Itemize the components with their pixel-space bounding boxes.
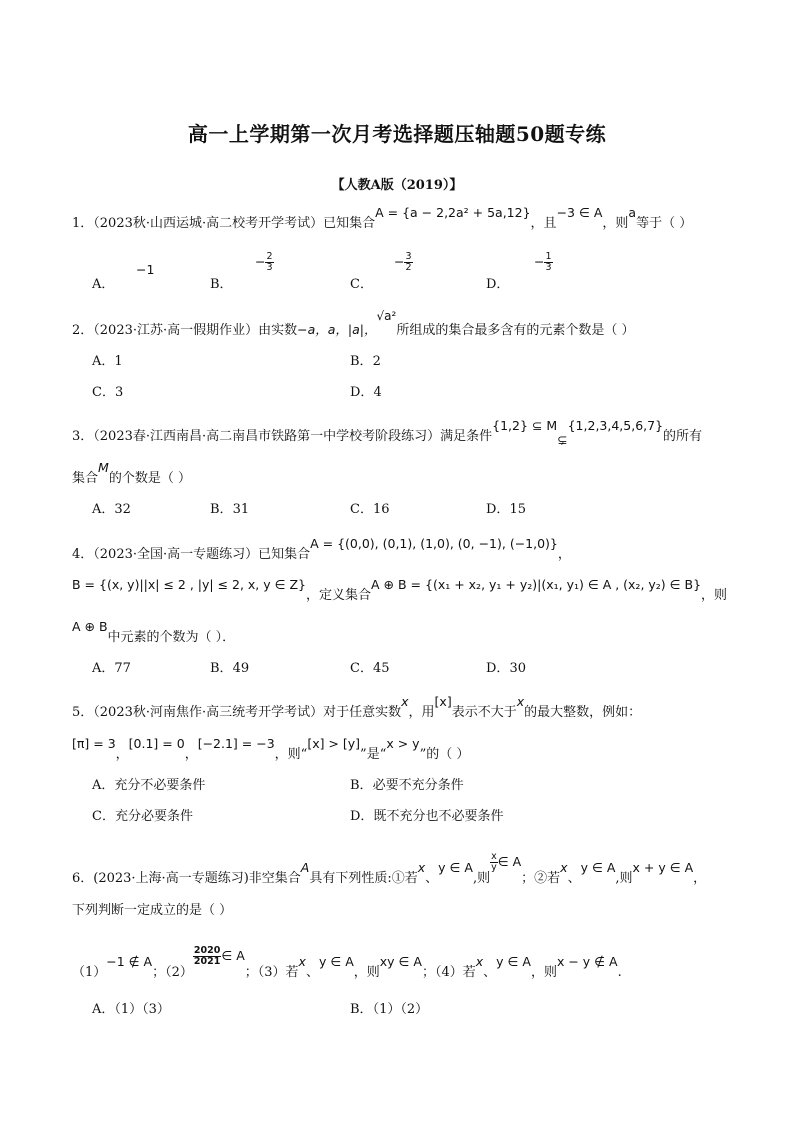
- q6-s3-then: ，则: [353, 965, 380, 980]
- q4-option-a-letter: A．: [92, 661, 115, 676]
- q4-option-a-value: 77: [114, 661, 131, 676]
- q5-cond-1: [x] > [y]: [307, 736, 361, 751]
- q1-suffix: 等于（ ）: [636, 216, 693, 231]
- q1-option-c-num: 3: [405, 251, 412, 262]
- q1-option-d-fraction: [544, 252, 552, 273]
- question-6-statements: [72, 945, 622, 983]
- q4-option-c[interactable]: [350, 657, 390, 676]
- q6-s4-comma: 、: [483, 965, 497, 980]
- q5-var-x: x: [401, 694, 409, 709]
- q6-s4-then: ，则: [530, 965, 557, 980]
- q2-option-a-letter: A．: [92, 354, 115, 369]
- q3-option-c-letter: C．: [350, 502, 373, 517]
- q5-option-c-value: 充分必要条件: [114, 809, 193, 824]
- q2-option-d[interactable]: [350, 381, 382, 400]
- q6-statement-2: [193, 945, 245, 967]
- q1-option-c-sign: −: [394, 254, 405, 269]
- q2-terms: −a，a，|a|，: [297, 322, 377, 337]
- q3-option-b-letter: B．: [210, 502, 233, 517]
- q5-option-d-letter: D．: [350, 809, 374, 824]
- question-4-stem-line3: [72, 619, 236, 647]
- q6-s3-x: x: [298, 954, 306, 969]
- question-5-stem: [72, 694, 642, 722]
- q6-comma2: 、: [567, 871, 581, 886]
- question-1-stem: [72, 205, 693, 233]
- q2-prefix: 2．（2023·江苏·高一假期作业）由实数: [72, 323, 298, 338]
- q6-property-2-label: ②若: [534, 871, 561, 886]
- q4-option-d-value: 30: [509, 661, 526, 676]
- q3-line2-prefix: 集合: [72, 471, 99, 486]
- q1-option-a-value: −1: [136, 262, 155, 277]
- q5-cond-2: x > y: [386, 736, 420, 751]
- q4-then: ，则: [701, 588, 728, 603]
- q3-option-d[interactable]: [486, 498, 526, 517]
- q3-option-c-value: 16: [372, 502, 390, 517]
- q1-option-c-value: [394, 252, 413, 273]
- q6-end: ，: [693, 871, 707, 886]
- q5-suffix: 的最大整数，例如：: [524, 705, 642, 720]
- q6-option-a-value: （1）（3）: [114, 1002, 170, 1017]
- q4-option-d-letter: D．: [486, 661, 510, 676]
- q6-statement-4: x − y ∉ A: [556, 954, 618, 969]
- q2-option-b[interactable]: [350, 350, 381, 369]
- q5-mid: 表示不大于: [451, 705, 517, 720]
- q1-option-b-letter[interactable]: B．: [210, 277, 233, 292]
- q6-sum: x + y ∈ A: [632, 860, 694, 875]
- q5-then: ，则“: [274, 747, 308, 762]
- q5-bracket: [x]: [434, 694, 452, 709]
- q1-option-b-num: 2: [266, 251, 273, 262]
- q6-frac-den: y: [491, 862, 497, 873]
- q1-option-b-sign: −: [255, 254, 266, 269]
- q6-frac-num: x: [491, 851, 497, 862]
- q1-option-b-fraction: [265, 252, 273, 273]
- q1-prefix: 1．（2023秋·山西运城·高二校考开学考试）已知集合: [72, 216, 376, 231]
- question-4-stem-line2: [72, 577, 728, 605]
- q1-mid: ，且: [530, 216, 557, 231]
- q1-cond: −3 ∈ A: [556, 205, 603, 220]
- q5-is: ”是“: [360, 747, 387, 762]
- q4-option-a[interactable]: [92, 657, 131, 676]
- q6-frac-tail: ∈ A: [497, 854, 522, 869]
- q4-option-c-letter: C．: [350, 661, 373, 676]
- q6-statement-3: xy ∈ A: [379, 954, 422, 969]
- q5-prefix: 5．（2023秋·河南焦作·高三统考开学考试）对于任意实数: [72, 705, 402, 720]
- q6-x: x: [417, 860, 426, 875]
- q6-s2-den: 2021: [193, 956, 221, 967]
- q1-option-d-den: 3: [545, 262, 552, 273]
- q4-option-c-value: 45: [372, 661, 390, 676]
- q3-prefix: 3．（2023春·江西南昌·高二南昌市铁路第一中学校考阶段练习）满足条件: [72, 429, 493, 444]
- q6-x2: x: [560, 860, 568, 875]
- q6-s3-comma: 、: [305, 965, 319, 980]
- q6-then2: ,则: [615, 871, 633, 886]
- q5-option-a-letter: A．: [92, 778, 115, 793]
- q6-s4-x: x: [475, 954, 484, 969]
- q2-option-c[interactable]: [92, 381, 123, 400]
- q4-set-b: B = {(x, y)||x| ≤ 2 , |y| ≤ 2, x, y ∈ Z}: [72, 577, 307, 592]
- q3-option-d-value: 15: [509, 502, 526, 517]
- q6-s-sep3: ；（4）若: [421, 965, 476, 980]
- q4-option-b[interactable]: [210, 657, 249, 676]
- q5-example-3: [−2.1] = −3: [197, 736, 275, 751]
- q4-option-b-letter: B．: [210, 661, 233, 676]
- q1-option-b-den: 3: [266, 262, 273, 273]
- q3-subset-symbol: ⊊: [557, 432, 568, 447]
- q3-var: M: [98, 460, 109, 475]
- q1-mid2: ，则: [602, 216, 629, 231]
- q1-option-d-sign: −: [534, 254, 545, 269]
- q6-s2-num: 2020: [193, 945, 221, 956]
- q6-s-sep2: ；（3）若: [244, 965, 299, 980]
- q2-option-a[interactable]: [92, 350, 123, 369]
- q6-s1-label: （1）: [72, 965, 107, 980]
- q6-option-a[interactable]: [92, 998, 170, 1017]
- page-title: 高一上学期第一次月考选择题压轴题50题专练: [187, 122, 607, 146]
- q6-option-b[interactable]: [350, 998, 428, 1017]
- q5-example-1: [π] = 3: [72, 736, 116, 751]
- question-3-stem: [72, 418, 703, 447]
- q6-s2-tail: ∈ A: [221, 948, 245, 963]
- q6-then: ,则: [472, 871, 491, 886]
- q5-option-b-value: 必要不充分条件: [372, 778, 464, 793]
- q5-example-2: [0.1] = 0: [128, 736, 185, 751]
- q1-option-c-den: 2: [405, 262, 412, 273]
- q6-var-a: A: [300, 860, 310, 875]
- q5-option-c-letter: C．: [92, 809, 115, 824]
- q3-option-b-value: 31: [232, 502, 250, 517]
- q3-option-a-letter: A．: [92, 502, 115, 517]
- q2-option-b-letter: B．: [350, 354, 373, 369]
- q4-line3-formula: A ⊕ B: [72, 619, 108, 634]
- q3-option-a[interactable]: [92, 498, 131, 517]
- question-6-stem-line2: 下列判断一定成立的是（ ）: [72, 903, 233, 918]
- q4-line3-suffix: 中元素的个数为（ ）．: [107, 630, 236, 645]
- q3-option-c[interactable]: [350, 498, 390, 517]
- q1-option-c-letter[interactable]: C．: [350, 277, 373, 292]
- q3-right-set: {1,2,3,4,5,6,7}: [567, 418, 664, 433]
- q6-property-1-label: ①若: [391, 871, 418, 886]
- q6-s2-fraction: [193, 946, 221, 967]
- edition-label: 【人教A版（2019）】: [331, 178, 463, 193]
- q3-option-d-letter: D．: [486, 502, 510, 517]
- q6-option-b-value: （1）（2）: [372, 1002, 429, 1017]
- q6-s-sep1: ；（2）: [152, 965, 193, 980]
- q2-option-b-value: 2: [372, 354, 381, 369]
- q6-has: 具有下列性质:: [309, 871, 392, 886]
- q6-y-in-a2: y ∈ A: [580, 860, 616, 875]
- q5-option-b[interactable]: [350, 774, 464, 793]
- q1-set-a: A = {a − 2,2a² + 5a,12}: [375, 205, 531, 220]
- q3-suffix: 的所有: [663, 429, 703, 444]
- q1-option-d-letter[interactable]: D．: [486, 277, 510, 292]
- q3-left-set: {1,2} ⊆ M: [492, 418, 558, 433]
- q1-option-c-fraction: [404, 252, 412, 273]
- q6-comma: 、: [425, 871, 439, 886]
- question-5-stem-line2: [72, 736, 470, 764]
- q2-option-d-value: 4: [373, 385, 382, 400]
- q5-use: ，用: [408, 705, 435, 720]
- q2-option-a-value: 1: [114, 354, 123, 369]
- q4-prefix: 4．（2023·全国·高一专题练习）已知集合: [72, 547, 311, 562]
- q3-option-b[interactable]: [210, 498, 249, 517]
- q6-fraction: [490, 851, 522, 873]
- q2-option-c-letter: C．: [92, 385, 115, 400]
- q5-end: ”的（ ）: [419, 747, 470, 762]
- q6-frac-x-over-y: [490, 852, 498, 873]
- q5-option-a[interactable]: [92, 774, 205, 793]
- q6-statement-1: −1 ∉ A: [106, 954, 153, 969]
- q3-line2-suffix: 的个数是（ ）: [108, 471, 191, 486]
- q5-option-c[interactable]: [92, 805, 193, 824]
- q4-option-d[interactable]: [486, 657, 526, 676]
- q6-sep: ；: [521, 871, 535, 886]
- q4-set-a: A = {(0,0), (0,1), (1,0), (0, −1), (−1,0)}: [310, 536, 558, 551]
- q6-prefix: 6．(2023·上海·高一专题练习)非空集合: [72, 871, 301, 886]
- q2-sqrt: √a²: [376, 309, 397, 323]
- q3-option-a-value: 32: [114, 502, 131, 517]
- q5-sep-2: ，: [184, 747, 198, 762]
- q5-option-d-value: 既不充分也不必要条件: [373, 809, 504, 824]
- q1-option-b-value: [255, 252, 274, 273]
- q6-s3-y: y ∈ A: [318, 954, 354, 969]
- question-3-stem-line2: [72, 460, 191, 488]
- q6-y-in-a: y ∈ A: [438, 860, 473, 875]
- q6-s-end: .: [617, 965, 622, 980]
- question-2-stem: [72, 309, 635, 340]
- q4-comma: ，: [557, 547, 571, 562]
- question-6-stem: [72, 851, 707, 889]
- q6-option-a-letter: A．: [92, 1002, 115, 1017]
- q1-option-a-letter[interactable]: A．: [92, 277, 115, 292]
- q5-option-b-letter: B．: [350, 778, 373, 793]
- q4-option-b-value: 49: [232, 661, 250, 676]
- q1-option-d-value: [534, 252, 553, 273]
- q2-suffix: 所组成的集合最多含有的元素个数是（ ）: [396, 323, 635, 338]
- q1-var: a: [628, 205, 637, 220]
- q5-option-a-value: 充分不必要条件: [114, 778, 206, 793]
- q6-option-b-letter: B．: [350, 1002, 373, 1017]
- question-4-stem: [72, 536, 571, 564]
- q2-option-c-value: 3: [114, 385, 124, 400]
- q5-var-x2: x: [516, 694, 525, 709]
- q6-s4-y: y ∈ A: [496, 954, 531, 969]
- q2-option-d-letter: D．: [350, 385, 374, 400]
- q4-def-text: ，定义集合: [306, 588, 372, 603]
- q5-option-d[interactable]: [350, 805, 503, 824]
- q1-option-d-num: 1: [545, 251, 552, 262]
- q4-def-formula: A ⊕ B = {(x₁ + x₂, y₁ + y₂)|(x₁, y₁) ∈ A , (x₂, y₂) ∈ B}: [371, 577, 702, 592]
- q5-sep-1: ，: [115, 747, 129, 762]
